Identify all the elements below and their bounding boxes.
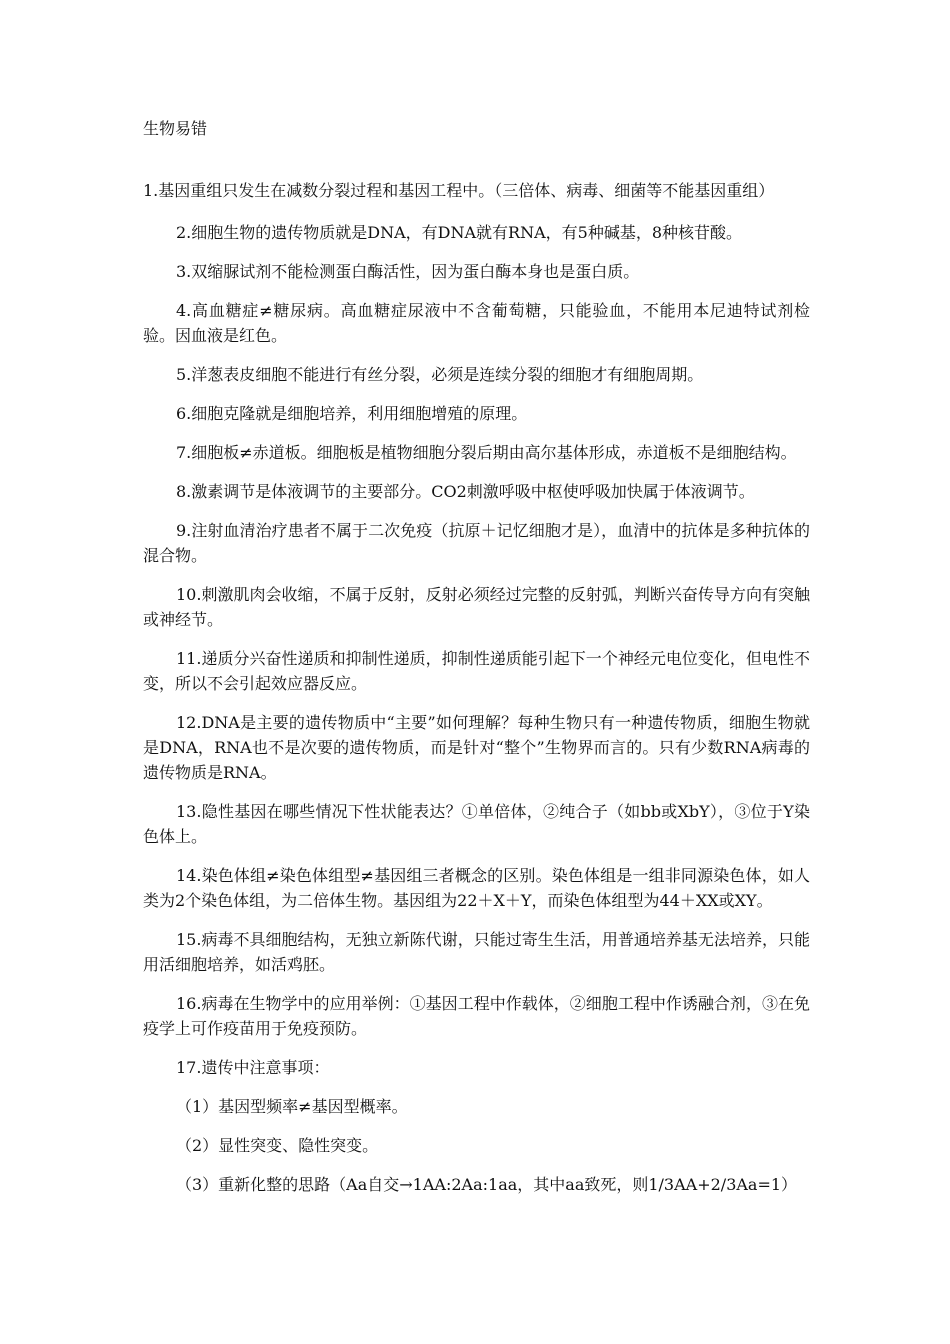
- sub-item-3: （3）重新化整的思路（Aa自交→1AA:2Aa:1aa，其中aa致死，则1/3AA+2/3Aa=1）: [176, 1175, 798, 1194]
- document-body: [143, 178, 810, 1211]
- paragraph-10: 10.刺激肌肉会收缩，不属于反射，反射必须经过完整的反射弧，判断兴奋传导方向有突触或神经节。: [143, 585, 810, 629]
- paragraph-12: 12.DNA是主要的遗传物质中“主要”如何理解？每种生物只有一种遗传物质，细胞生物就是DNA，RNA也不是次要的遗传物质，而是针对“整个”生物界而言的。只有少数RNA病毒的遗传物质是RNA。: [143, 713, 810, 782]
- paragraph-16: 16.病毒在生物学中的应用举例：①基因工程中作载体，②细胞工程中作诱融合剂，③在免疫学上可作疫苗用于免疫预防。: [143, 994, 810, 1038]
- paragraph-4: 4.高血糖症≠糖尿病。高血糖症尿液中不含葡萄糖，只能验血，不能用本尼迪特试剂检验。因血液是红色。: [143, 301, 810, 345]
- paragraph-9: 9.注射血清治疗患者不属于二次免疫（抗原＋记忆细胞才是），血清中的抗体是多种抗体的混合物。: [143, 521, 810, 565]
- paragraph-11: 11.递质分兴奋性递质和抑制性递质，抑制性递质能引起下一个神经元电位变化，但电性不变，所以不会引起效应器反应。: [143, 649, 810, 693]
- paragraph-6: 6.细胞克隆就是细胞培养，利用细胞增殖的原理。: [176, 404, 528, 423]
- document-title: 生物易错: [143, 119, 208, 138]
- sub-item-1: （1）基因型频率≠基因型概率。: [176, 1097, 408, 1116]
- paragraph-3: 3.双缩脲试剂不能检测蛋白酶活性，因为蛋白酶本身也是蛋白质。: [176, 262, 640, 281]
- paragraph-7: 7.细胞板≠赤道板。细胞板是植物细胞分裂后期由高尔基体形成，赤道板不是细胞结构。: [176, 443, 797, 462]
- paragraph-2: 2.细胞生物的遗传物质就是DNA，有DNA就有RNA，有5种碱基，8种核苷酸。: [176, 223, 742, 242]
- paragraph-1: 1.基因重组只发生在减数分裂过程和基因工程中。（三倍体、病毒、细菌等不能基因重组）: [143, 181, 775, 200]
- paragraph-8: 8.激素调节是体液调节的主要部分。CO2刺激呼吸中枢使呼吸加快属于体液调节。: [176, 482, 755, 501]
- paragraph-17: 17.遗传中注意事项：: [176, 1058, 330, 1077]
- paragraph-13: 13.隐性基因在哪些情况下性状能表达？①单倍体，②纯合子（如bb或XbY），③位于Y染色体上。: [143, 802, 810, 846]
- paragraph-5: 5.洋葱表皮细胞不能进行有丝分裂，必须是连续分裂的细胞才有细胞周期。: [176, 365, 704, 384]
- paragraph-14: 14.染色体组≠染色体组型≠基因组三者概念的区别。染色体组是一组非同源染色体，如人类为2个染色体组，为二倍体生物。基因组为22＋X＋Y，而染色体组型为44＋XX或XY。: [143, 866, 810, 910]
- paragraph-15: 15.病毒不具细胞结构，无独立新陈代谢，只能过寄生生活，用普通培养基无法培养，只能用活细胞培养，如活鸡胚。: [143, 930, 810, 974]
- sub-item-2: （2）显性突变、隐性突变。: [176, 1136, 379, 1155]
